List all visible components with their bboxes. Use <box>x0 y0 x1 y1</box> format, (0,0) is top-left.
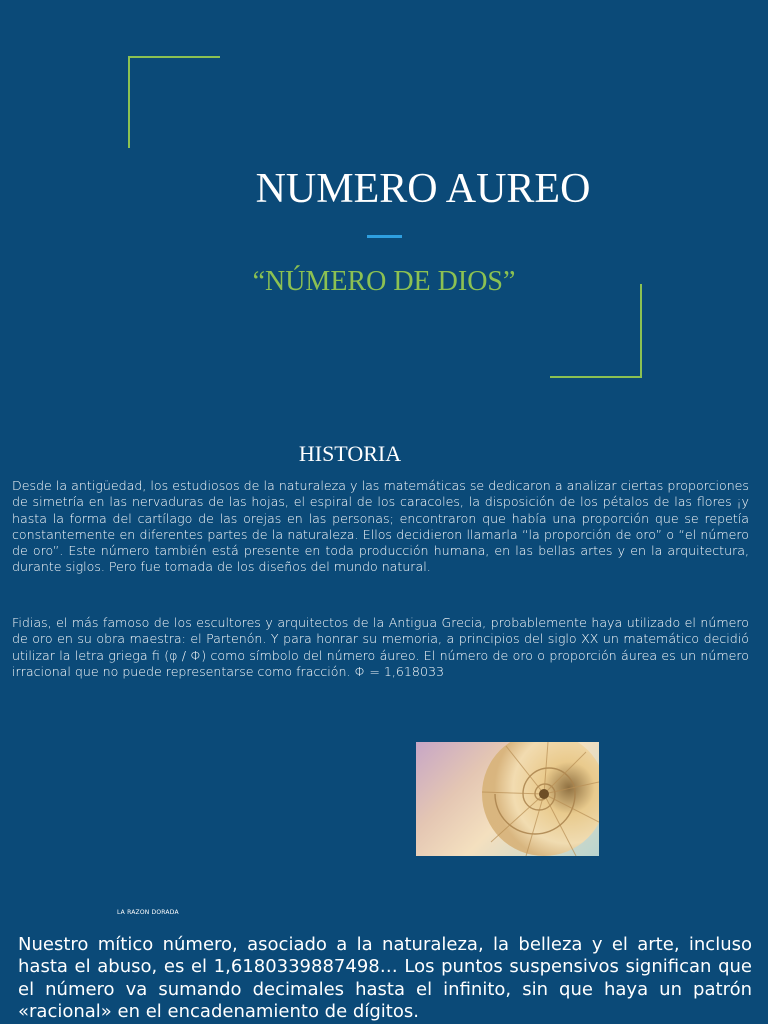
title-accent-bar <box>367 235 402 238</box>
corner-bracket-bottom-right <box>550 284 642 378</box>
image-caption: LA RAZON DORADA <box>117 909 179 916</box>
nautilus-shell-icon <box>416 742 599 856</box>
history-paragraph-1: Desde la antigüedad, los estudiosos de la naturaleza y las matemáticas se dedicaron a analizar ciertas proporciones de simetría en las nervaduras de las hojas, el espiral de los caracoles, la disposición de los pétalos de las flores ¡y hasta la forma del cartílago de las orejas en las personas; encontraron que había una proporción que se repetía constantemente en diferentes partes de la naturaleza. Ellos decidieron llamarla “la proporción de oro” o “el número de oro”. Este número también está presente en toda producción humana, en las bellas artes y en la arquitectura, durante siglos. Pero fue tomada de los diseños del mundo natural. <box>12 478 749 575</box>
history-paragraph-2: Fidias, el más famoso de los escultores y arquitectos de la Antigua Grecia, probablemente haya utilizado el número de oro en su obra maestra: el Partenón. Y para honrar su memoria, a principios del siglo XX un matemático decidió utilizar la letra griega fi (φ / Φ) como símbolo del número áureo. El número de oro o proporción áurea es un número irracional que no puede representarse como fracción. Φ = 1,618033 <box>12 615 749 679</box>
history-heading: HISTORIA <box>298 441 402 466</box>
slide-title: NUMERO AUREO <box>255 166 591 212</box>
slide-subtitle: “NÚMERO DE DIOS” <box>252 266 516 297</box>
closing-statement: Nuestro mítico número, asociado a la naturaleza, la belleza y el arte, incluso hasta el abuso, es el 1,6180339887498… Los puntos suspensivos significan que el número va sumando decimales hasta el infinito, sin que haya un patrón «racional» en el encadenamiento de dígitos. <box>18 934 752 1022</box>
corner-bracket-top-left <box>128 56 220 148</box>
